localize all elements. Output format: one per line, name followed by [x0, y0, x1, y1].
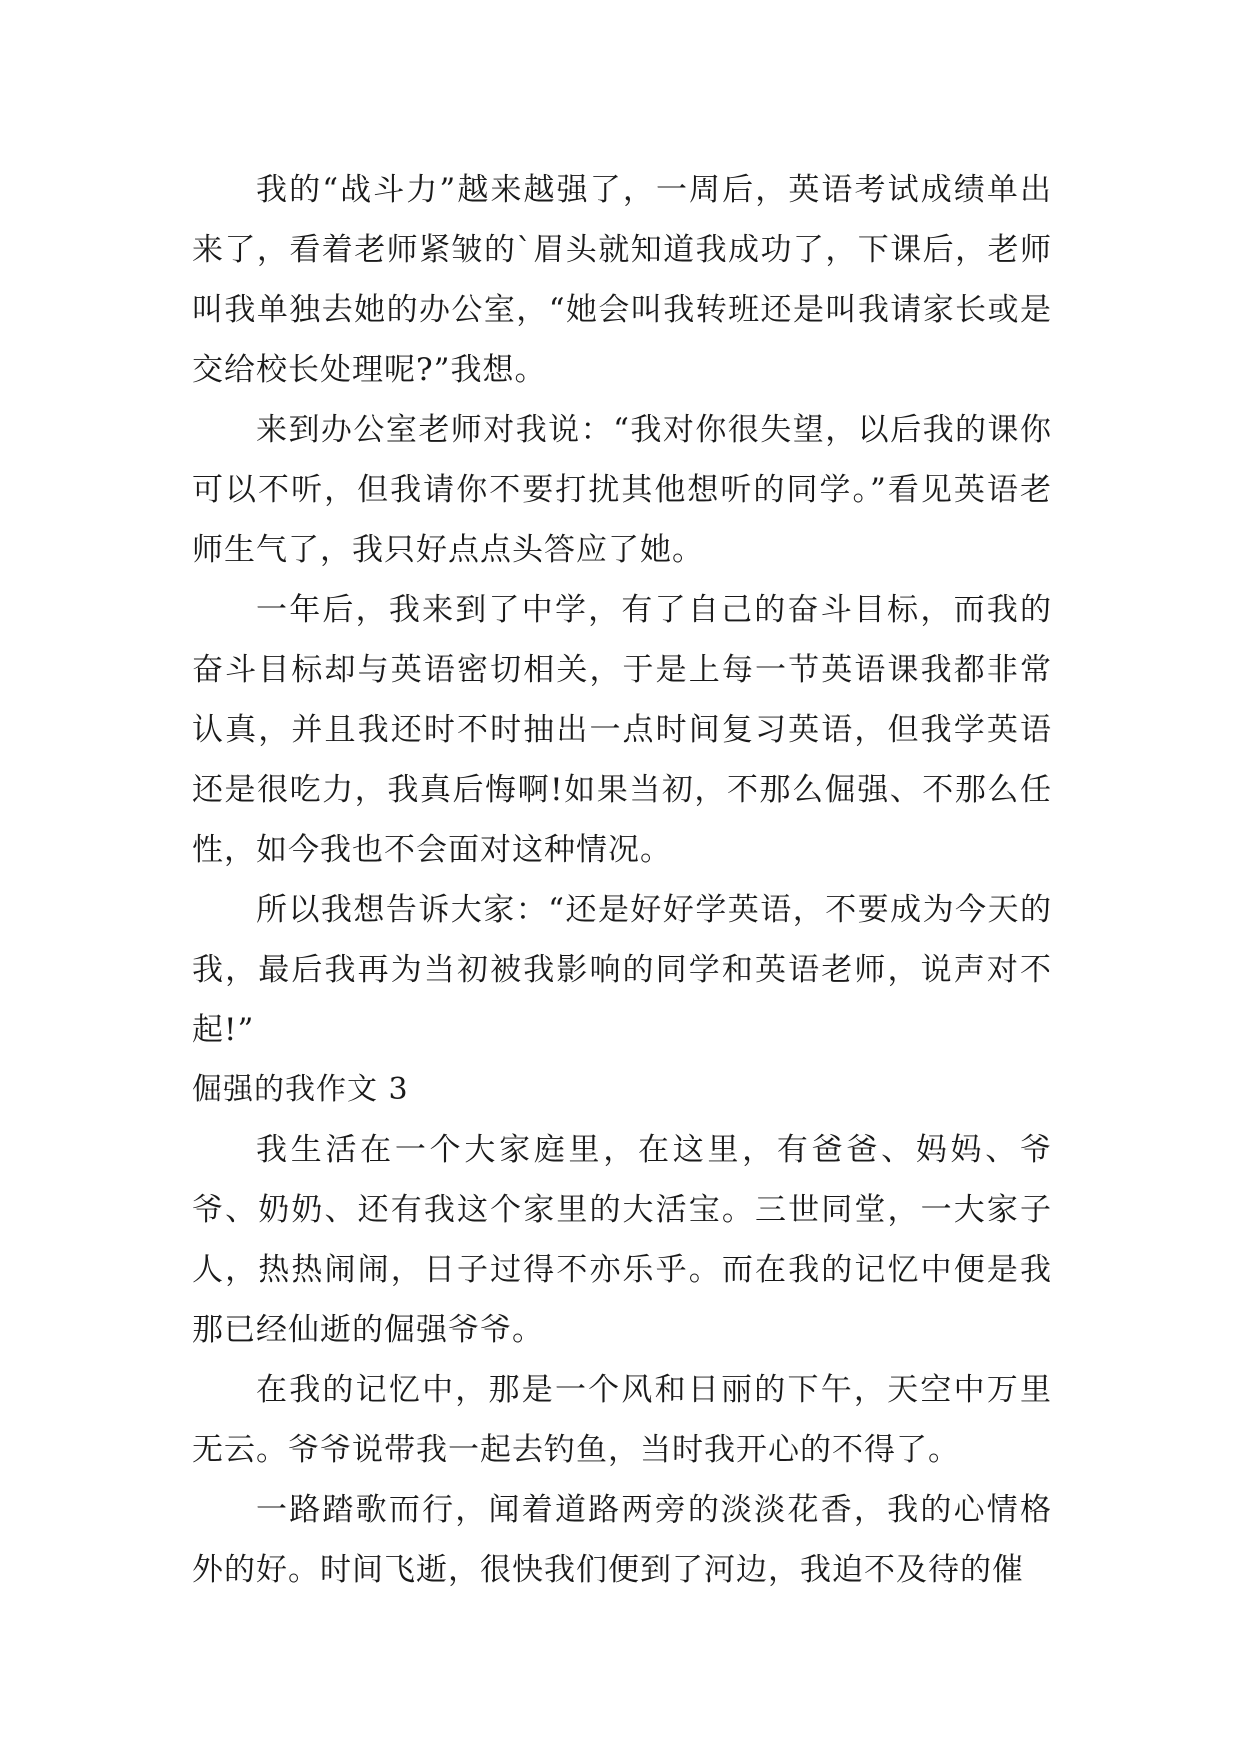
paragraph: 来到办公室老师对我说：“我对你很失望，以后我的课你可以不听，但我请你不要打扰其他想听的同学。”看见英语老师生气了，我只好点点头答应了她。	[192, 412, 1052, 568]
paragraph: 我生活在一个大家庭里，在这里，有爸爸、妈妈、爷爷、奶奶、还有我这个家里的大活宝。三世同堂，一大家子人，热热闹闹，日子过得不亦乐乎。而在我的记忆中便是我那已经仙逝的倔强爷爷。	[192, 1132, 1052, 1348]
document-body	[192, 160, 1052, 1600]
section-heading: 倔强的我作文 3	[192, 1072, 409, 1107]
paragraph: 所以我想告诉大家：“还是好好学英语，不要成为今天的我，最后我再为当初被我影响的同学和英语老师，说声对不起!”	[192, 892, 1052, 1048]
paragraph: 一年后，我来到了中学，有了自己的奋斗目标，而我的奋斗目标却与英语密切相关，于是上每一节英语课我都非常认真，并且我还时不时抽出一点时间复习英语，但我学英语还是很吃力，我真后悔啊!如果当初，不那么倔强、不那么任性，如今我也不会面对这种情况。	[192, 592, 1052, 868]
paragraph: 一路踏歌而行，闻着道路两旁的淡淡花香，我的心情格外的好。时间飞逝，很快我们便到了河边，我迫不及待的催	[192, 1492, 1052, 1588]
paragraph: 我的“战斗力”越来越强了，一周后，英语考试成绩单出来了，看着老师紧皱的`眉头就知道我成功了，下课后，老师叫我单独去她的办公室，“她会叫我转班还是叫我请家长或是交给校长处理呢?”我想。	[192, 172, 1052, 388]
paragraph: 在我的记忆中，那是一个风和日丽的下午，天空中万里无云。爷爷说带我一起去钓鱼，当时我开心的不得了。	[192, 1372, 1052, 1468]
